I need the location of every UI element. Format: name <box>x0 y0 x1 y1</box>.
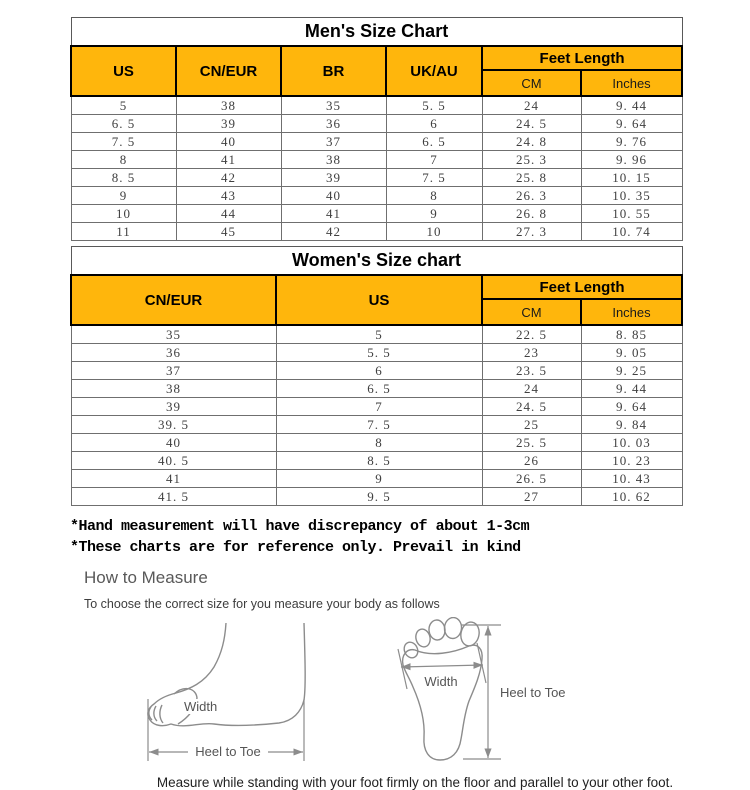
table-cell: 24 <box>482 96 581 115</box>
table-row <box>71 416 682 434</box>
table-cell: 38 <box>176 96 281 115</box>
table-cell: 7. 5 <box>276 416 482 434</box>
table-cell: 26. 3 <box>482 187 581 205</box>
table-cell: 8. 85 <box>581 325 682 344</box>
table-cell: 5 <box>276 325 482 344</box>
toe-shape <box>444 617 462 639</box>
how-to-measure-heading: How to Measure <box>84 568 208 587</box>
womens-header-row <box>71 275 682 299</box>
top-heel-to-toe-label: Heel to Toe <box>500 685 566 700</box>
table-cell: 23. 5 <box>482 362 581 380</box>
table-cell: 5 <box>71 96 176 115</box>
table-cell: 39 <box>176 115 281 133</box>
table-cell: 7 <box>276 398 482 416</box>
table-cell: 26. 5 <box>482 470 581 488</box>
table-cell: 10. 15 <box>581 169 682 187</box>
table-cell: 40. 5 <box>71 452 276 470</box>
table-cell: 35 <box>71 325 276 344</box>
table-cell: 7. 5 <box>71 133 176 151</box>
top-width-label: Width <box>424 674 458 689</box>
col-header-inches: Inches <box>581 299 682 325</box>
table-cell: 36 <box>281 115 386 133</box>
table-cell: 39 <box>71 398 276 416</box>
table-cell: 24. 5 <box>482 115 581 133</box>
table-cell: 24. 5 <box>482 398 581 416</box>
table-cell: 7 <box>386 151 482 169</box>
table-cell: 9. 84 <box>581 416 682 434</box>
table-cell: 42 <box>176 169 281 187</box>
side-width-label: Width <box>184 699 218 714</box>
table-cell: 6. 5 <box>386 133 482 151</box>
table-cell: 39. 5 <box>71 416 276 434</box>
foot-side-view-diagram <box>138 619 318 767</box>
table-cell: 10. 74 <box>581 223 682 241</box>
toe-shape <box>428 619 446 640</box>
measurement-diagrams <box>0 617 750 767</box>
table-cell: 5. 5 <box>276 344 482 362</box>
footprint-outline-path <box>403 645 483 760</box>
table-cell: 9 <box>386 205 482 223</box>
table-cell: 6 <box>276 362 482 380</box>
table-cell: 41 <box>281 205 386 223</box>
table-cell: 9. 25 <box>581 362 682 380</box>
table-row <box>71 325 682 344</box>
col-header-us: US <box>276 275 482 325</box>
table-cell: 9 <box>276 470 482 488</box>
table-row <box>71 452 682 470</box>
table-cell: 10. 43 <box>581 470 682 488</box>
table-cell: 39 <box>281 169 386 187</box>
table-cell: 23 <box>482 344 581 362</box>
table-cell: 10. 35 <box>581 187 682 205</box>
side-heel-to-toe-label: Heel to Toe <box>195 744 261 759</box>
table-cell: 45 <box>176 223 281 241</box>
table-row <box>71 398 682 416</box>
table-cell: 43 <box>176 187 281 205</box>
table-cell: 7. 5 <box>386 169 482 187</box>
womens-size-table <box>70 246 683 506</box>
col-header-inches: Inches <box>581 70 682 96</box>
col-header-feet-length: Feet Length <box>482 46 682 70</box>
table-row <box>71 169 682 187</box>
toe-line <box>160 705 163 723</box>
table-cell: 10. 55 <box>581 205 682 223</box>
width-arrow <box>401 665 483 667</box>
table-cell: 40 <box>281 187 386 205</box>
table-cell: 37 <box>281 133 386 151</box>
size-charts-section <box>70 17 681 506</box>
table-row <box>71 151 682 169</box>
note-measurement-discrepancy: *Hand measurement will have discrepancy of about 1-3cm <box>70 518 530 535</box>
mens-size-table <box>70 17 683 241</box>
table-cell: 9. 5 <box>276 488 482 506</box>
table-cell: 11 <box>71 223 176 241</box>
table-cell: 8 <box>276 434 482 452</box>
table-row <box>71 380 682 398</box>
table-cell: 6 <box>386 115 482 133</box>
table-cell: 26. 8 <box>482 205 581 223</box>
table-cell: 38 <box>281 151 386 169</box>
womens-table-body <box>71 325 682 506</box>
note-reference-only: *These charts are for reference only. Prevail in kind <box>70 539 521 556</box>
table-cell: 27. 3 <box>482 223 581 241</box>
mens-table-title-row <box>71 18 682 47</box>
table-row <box>71 115 682 133</box>
table-cell: 10. 23 <box>581 452 682 470</box>
table-cell: 36 <box>71 344 276 362</box>
table-cell: 10 <box>386 223 482 241</box>
table-row <box>71 187 682 205</box>
table-cell: 9. 44 <box>581 380 682 398</box>
col-header-cn-eur: CN/EUR <box>176 46 281 96</box>
table-row <box>71 133 682 151</box>
mens-chart-title: Men's Size Chart <box>71 18 682 47</box>
womens-table-title-row <box>71 247 682 276</box>
col-header-uk-au: UK/AU <box>386 46 482 96</box>
table-row <box>71 362 682 380</box>
table-cell: 22. 5 <box>482 325 581 344</box>
table-cell: 42 <box>281 223 386 241</box>
table-cell: 8. 5 <box>71 169 176 187</box>
table-cell: 25. 5 <box>482 434 581 452</box>
table-row <box>71 205 682 223</box>
measure-instruction-caption: Measure while standing with your foot firmly on the floor and parallel to your other foot. <box>156 775 674 790</box>
table-cell: 8 <box>386 187 482 205</box>
table-cell: 38 <box>71 380 276 398</box>
table-cell: 26 <box>482 452 581 470</box>
mens-table-body <box>71 96 682 241</box>
table-cell: 6. 5 <box>71 115 176 133</box>
table-row <box>71 96 682 115</box>
table-cell: 9 <box>71 187 176 205</box>
table-cell: 27 <box>482 488 581 506</box>
table-row <box>71 470 682 488</box>
disclaimer-notes <box>70 516 750 558</box>
col-header-cm: CM <box>482 70 581 96</box>
table-cell: 35 <box>281 96 386 115</box>
table-cell: 24. 8 <box>482 133 581 151</box>
table-row <box>71 434 682 452</box>
col-header-us: US <box>71 46 176 96</box>
table-cell: 9. 76 <box>581 133 682 151</box>
table-cell: 25. 3 <box>482 151 581 169</box>
table-cell: 9. 44 <box>581 96 682 115</box>
womens-chart-title: Women's Size chart <box>71 247 682 276</box>
table-cell: 10. 03 <box>581 434 682 452</box>
table-cell: 25. 8 <box>482 169 581 187</box>
table-cell: 10. 62 <box>581 488 682 506</box>
table-row <box>71 488 682 506</box>
table-cell: 10 <box>71 205 176 223</box>
table-cell: 9. 96 <box>581 151 682 169</box>
foot-top-view-diagram <box>393 617 668 767</box>
table-cell: 44 <box>176 205 281 223</box>
col-header-cn-eur: CN/EUR <box>71 275 276 325</box>
table-cell: 41 <box>176 151 281 169</box>
table-cell: 41 <box>71 470 276 488</box>
toe-line <box>154 706 157 721</box>
table-cell: 24 <box>482 380 581 398</box>
table-row <box>71 223 682 241</box>
table-cell: 37 <box>71 362 276 380</box>
table-cell: 5. 5 <box>386 96 482 115</box>
table-cell: 9. 64 <box>581 398 682 416</box>
table-cell: 40 <box>71 434 276 452</box>
how-to-measure-subtext: To choose the correct size for you measure your body as follows <box>84 597 440 611</box>
table-cell: 9. 05 <box>581 344 682 362</box>
col-header-br: BR <box>281 46 386 96</box>
table-cell: 9. 64 <box>581 115 682 133</box>
table-cell: 25 <box>482 416 581 434</box>
table-cell: 6. 5 <box>276 380 482 398</box>
table-cell: 8 <box>71 151 176 169</box>
col-header-feet-length: Feet Length <box>482 275 682 299</box>
col-header-cm: CM <box>482 299 581 325</box>
table-cell: 41. 5 <box>71 488 276 506</box>
table-cell: 8. 5 <box>276 452 482 470</box>
mens-header-row <box>71 46 682 70</box>
table-cell: 40 <box>176 133 281 151</box>
table-row <box>71 344 682 362</box>
